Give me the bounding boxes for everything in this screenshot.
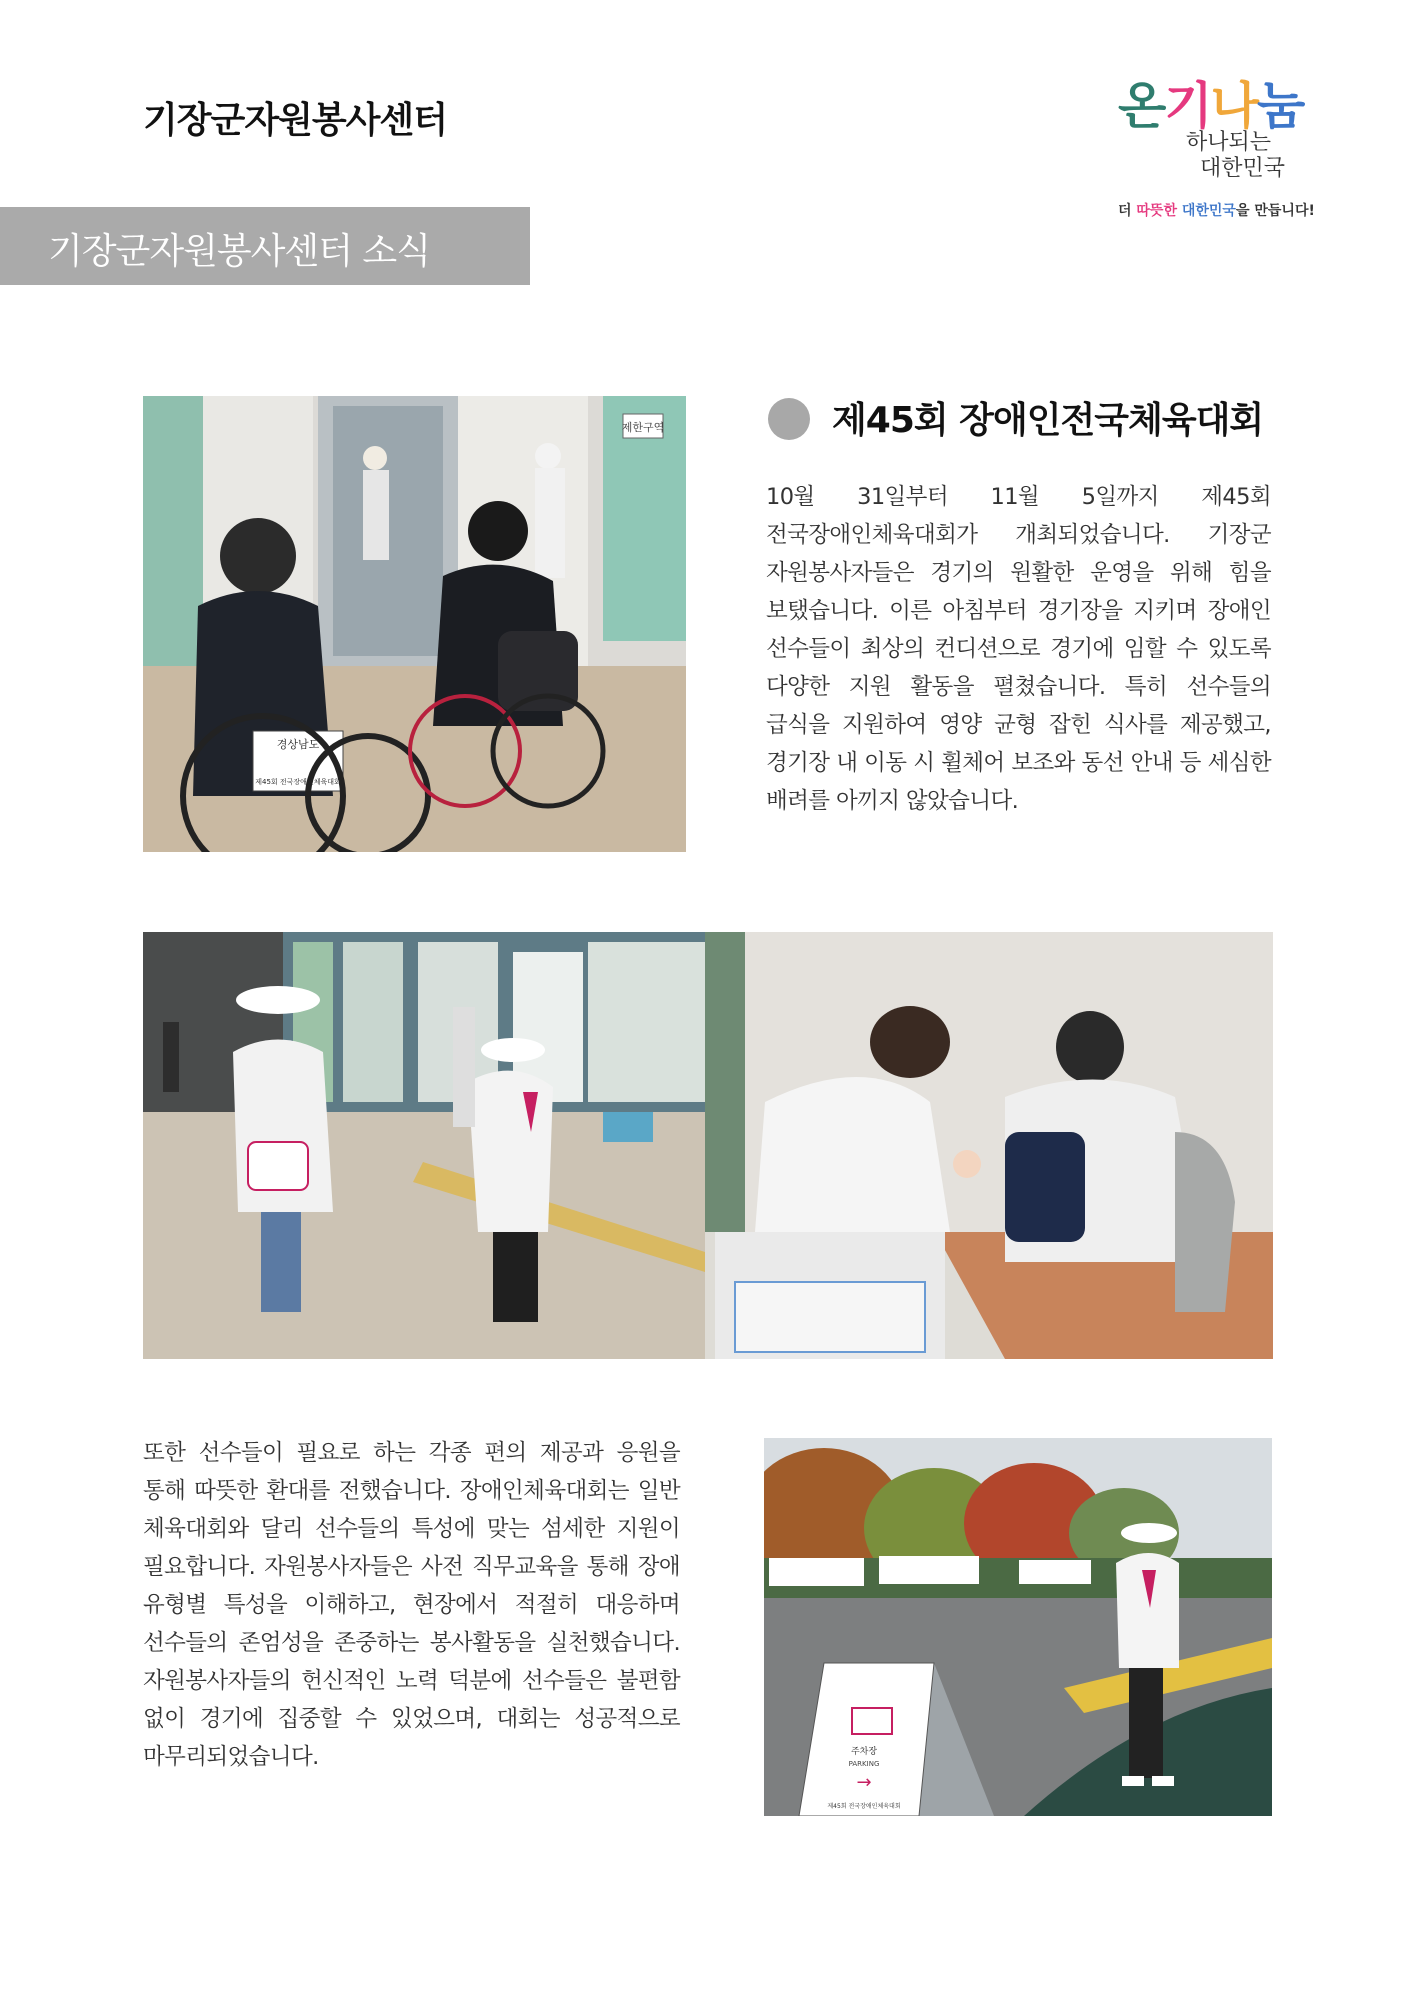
photo-volunteer-assist (705, 932, 1273, 1359)
photo4-sign-sub: PARKING (848, 1760, 880, 1768)
logo-wordmark: 온기나눔 (1118, 77, 1304, 135)
photo-parking-guide (764, 1438, 1272, 1816)
section-banner (0, 207, 530, 285)
photo-wheelchair-athletes (143, 396, 686, 852)
heading-bullet-icon (768, 398, 810, 440)
photo1-door-sign: 제한구역 (621, 421, 665, 434)
article-title: 제45회 장애인전국체육대회 (832, 400, 1264, 441)
article-paragraph-1: 10월 31일부터 11월 5일까지 제45회 전국장애인체육대회가 개최되었습니다. 기장군 자원봉사자들은 경기의 원활한 운영을 위해 힘을 보탰습니다. 이른 아침부터 경기장을 지키며 장애인 선수들이 최상의 컨디션으로 경기에 임할 수 있도록 다양한 지원 활동을 펼쳤습니다. 특히 선수들의 급식을 지원하여 영양 균형 잡힌 식사를 제공했고, 경기장 내 이동 시 휠체어 보조와 동선 안내 등 세심한 배려를 아끼지 않았습니다. (766, 484, 1271, 814)
article-paragraph-2: 또한 선수들이 필요로 하는 각종 편의 제공과 응원을 통해 따뜻한 환대를 전했습니다. 장애인체육대회는 일반 체육대회와 달리 선수들의 특성에 맞는 섬세한 지원이 필요합니다. 자원봉사자들은 사전 직무교육을 통해 장애 유형별 특성을 이해하고, 현장에서 적절히 대응하며 선수들의 존엄성을 존중하는 봉사활동을 실천했습니다. 자원봉사자들의 헌신적인 노력 덕분에 선수들은 불편함 없이 경기에 집중할 수 있었으며, 대회는 성공적으로 마무리되었습니다. (143, 1440, 680, 1770)
banner-label: 기장군자원봉사센터 소식 (48, 231, 430, 272)
photo1-badge-event: 제45회 전국장애인체육대회 (255, 778, 341, 786)
logo-tagline: 더 따뜻한 대한민국을 만듭니다! (1118, 203, 1315, 219)
org-title: 기장군자원봉사센터 (143, 100, 447, 141)
logo-line3: 대한민국 (1200, 156, 1286, 181)
logo-line2: 하나되는 (1186, 130, 1272, 155)
photo4-arrow-icon: → (856, 1772, 872, 1793)
photo4-sign-event: 제45회 전국장애인체육대회 (827, 1803, 901, 1810)
photo4-sign-title: 주차장 (850, 1747, 878, 1757)
photo1-badge-region: 경상남도 (276, 738, 320, 751)
brand-logo (1118, 78, 1323, 220)
photo-volunteers-lobby (143, 932, 705, 1359)
